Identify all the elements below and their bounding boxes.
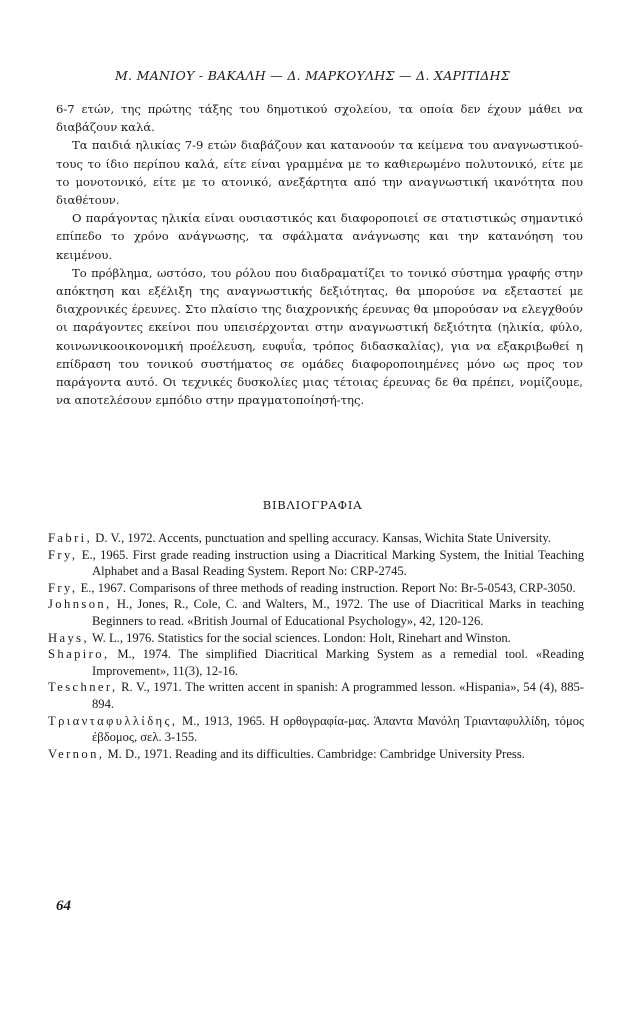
reference-author: Τριανταφυλλίδης, — [48, 713, 178, 728]
paragraph: Το πρόβλημα, ωστόσο, του ρόλου που διαδραματίζει το τονικό σύστημα γραφής στην απόκτηση και εξέλιξη της αναγνωστικής δεξιότητας, θα μπορούσε να εξεταστεί με διαχρονικές έρευνες. Στο πλαίσιο της διαχρονικής έρευνας θα μπορούσαν να ελεγχθούν οι παράγοντες εκείνοι που υπεισέρχονται στην αναγνωστική δεξιότητα (ηλικία, φύλο, κοινωνικοοικονομική προέλευση, ευφυΐα, τρόπος διδασκαλίας), για να εξακριβωθεί η επίδραση του τονικού συστήματος σε ομάδες διαφοροποιημένες μόνο ως προς τον παράγοντα αυτό. Οι τεχνικές δυσκολίες μιας τέτοιας έρευνας δε θα πρέπει, νομίζουμε, να αποτελέσουν εμπόδιο στην πραγματοποίησή-της. — [56, 265, 583, 408]
reference-author: Fry, — [48, 580, 78, 595]
reference-item — [48, 679, 584, 712]
body-text — [56, 100, 583, 409]
reference-item — [48, 630, 584, 647]
reference-text: Μ., 1913, 1965. Η ορθογραφία-μας. Άπαντα Μανόλη Τριανταφυλλίδη, τόμος έβδομος, σελ. 3-155. — [92, 713, 584, 745]
reference-item — [48, 580, 584, 597]
reference-item — [48, 713, 584, 746]
reference-author: Johnson, — [48, 597, 112, 612]
reference-author: Hays, — [48, 630, 90, 645]
reference-item — [48, 746, 584, 763]
reference-text: H., Jones, R., Cole, C. and Walters, M., 1972. The use of Diacritical Marks in teaching Beginners to read. «British Journal of Educational Psychology», 42, 120-126. — [92, 597, 584, 628]
reference-author: Vernon, — [48, 746, 105, 761]
reference-text: R. V., 1971. The written accent in spanish: A programmed lesson. «Hispania», 54 (4), 885-894. — [92, 680, 584, 711]
reference-text: W. L., 1976. Statistics for the social sciences. London: Holt, Rinehart and Winston. — [89, 630, 511, 645]
reference-text: D. V., 1972. Accents, punctuation and spelling accuracy. Kansas, Wichita State University. — [92, 531, 551, 545]
page-number: 64 — [56, 898, 71, 914]
reference-text: M. D., 1971. Reading and its difficulties. Cambridge: Cambridge University Press. — [104, 746, 525, 761]
reference-item — [48, 646, 584, 679]
paragraph: 6-7 ετών, της πρώτης τάξης του δημοτικού σχολείου, τα οποία δεν έχουν μάθει να διαβάζουν καλά. — [56, 102, 583, 135]
running-header: Μ. ΜΑΝΙΟΥ - ΒΑΚΑΛΗ — Δ. ΜΑΡΚΟΥΛΗΣ — Δ. ΧΑΡΙΤΙΔΗΣ — [114, 68, 511, 83]
reference-author: Teschner, — [48, 680, 118, 695]
reference-text: M., 1974. The simplified Diacritical Marking System as a remedial tool. «Reading Improvement», 11(3), 12-16. — [92, 647, 584, 678]
reference-author: Fry, — [48, 547, 78, 562]
reference-item — [48, 547, 584, 580]
reference-item — [48, 596, 584, 629]
reference-text: E., 1965. First grade reading instruction using a Diacritical Marking System, the Initial Teaching Alphabet and a Basal Reading System. Report No: CRP-2745. — [77, 547, 584, 579]
reference-author: Shapiro, — [48, 647, 110, 662]
bibliography-list — [48, 530, 584, 762]
paragraph: Τα παιδιά ηλικίας 7-9 ετών διαβάζουν και κατανοούν τα κείμενα του αναγνωστικού-τους το ίδιο περίπου καλά, είτε είναι γραμμένα με το καθιερωμένο πολυτονικό, είτε με το μονοτονικό, είτε με το ατονικό, ανεξάρτητα από την αναγνωστική ικανότητα που διαθέτουν. — [56, 138, 583, 208]
bibliography-title: ΒΙΒΛΙΟΓΡΑΦΙΑ — [262, 498, 363, 512]
paragraph: Ο παράγοντας ηλικία είναι ουσιαστικός και διαφοροποιεί σε στατιστικώς σημαντικό επίπεδο το χρόνο ανάγνωσης, τα σφάλματα ανάγνωσης και την κατανόηση του κειμένου. — [56, 211, 583, 262]
reference-item — [48, 530, 584, 547]
reference-text: E., 1967. Comparisons of three methods of reading instruction. Report No: Br-5-0543, CRP-3050. — [77, 580, 576, 595]
reference-author: Fabri, — [48, 531, 93, 545]
